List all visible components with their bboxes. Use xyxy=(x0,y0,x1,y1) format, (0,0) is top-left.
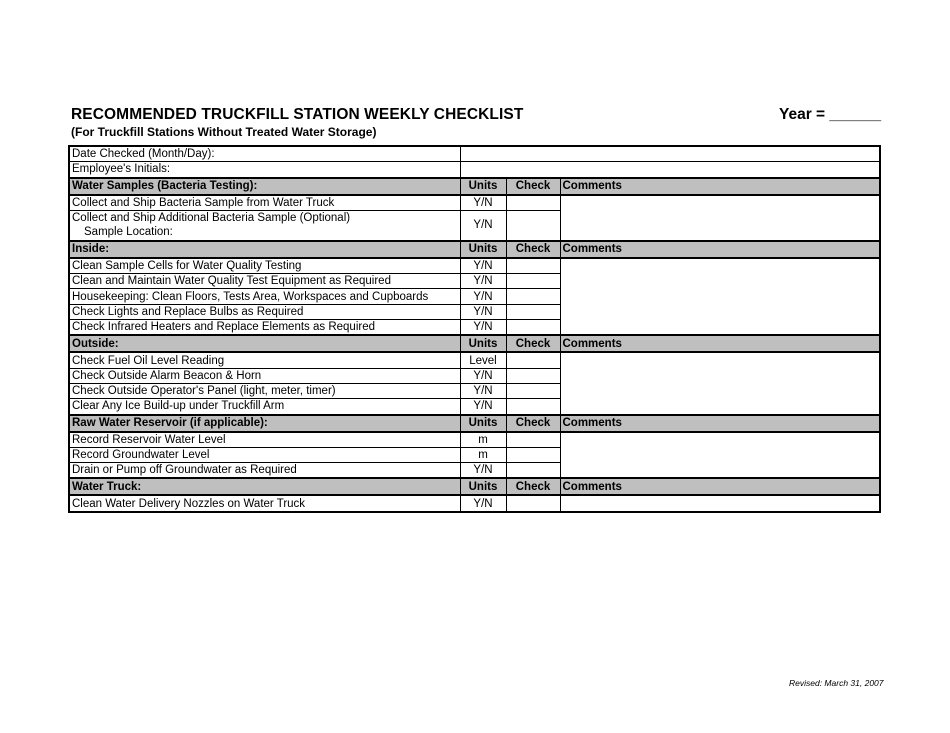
check-cell[interactable] xyxy=(506,463,560,479)
section-title: Water Truck: xyxy=(69,478,460,495)
units-value: Y/N xyxy=(460,399,506,415)
section-header xyxy=(69,478,880,495)
check-cell[interactable] xyxy=(506,432,560,448)
units-value: Y/N xyxy=(460,383,506,398)
comments-cell[interactable] xyxy=(560,432,880,479)
section-header xyxy=(69,241,880,258)
check-cell[interactable] xyxy=(506,352,560,368)
check-header: Check xyxy=(506,178,560,195)
date-checked-label: Date Checked (Month/Day): xyxy=(69,146,460,162)
units-header: Units xyxy=(460,415,506,432)
units-header: Units xyxy=(460,178,506,195)
task-label xyxy=(69,210,460,241)
section-header xyxy=(69,335,880,352)
task-label: Collect and Ship Bacteria Sample from Water Truck xyxy=(69,195,460,211)
revised-date: Revised: March 31, 2007 xyxy=(789,678,884,688)
checklist-row xyxy=(69,258,880,274)
units-value: Y/N xyxy=(460,274,506,289)
units-value: Y/N xyxy=(460,320,506,336)
checklist-row xyxy=(69,495,880,511)
comments-header: Comments xyxy=(560,335,880,352)
units-header: Units xyxy=(460,241,506,258)
task-label: Housekeeping: Clean Floors, Tests Area, Workspaces and Cupboards xyxy=(69,289,460,304)
check-cell[interactable] xyxy=(506,495,560,511)
check-cell[interactable] xyxy=(506,195,560,211)
page-subtitle: (For Truckfill Stations Without Treated Water Storage) xyxy=(71,125,377,139)
task-label: Check Outside Operator's Panel (light, meter, timer) xyxy=(69,383,460,398)
date-checked-row xyxy=(69,146,880,162)
task-label: Record Groundwater Level xyxy=(69,447,460,462)
check-header: Check xyxy=(506,415,560,432)
units-header: Units xyxy=(460,335,506,352)
checklist-row xyxy=(69,195,880,211)
task-label: Check Fuel Oil Level Reading xyxy=(69,352,460,368)
check-cell[interactable] xyxy=(506,399,560,415)
check-cell[interactable] xyxy=(506,289,560,304)
units-value: Y/N xyxy=(460,289,506,304)
employee-initials-field[interactable] xyxy=(460,162,880,178)
task-label: Record Reservoir Water Level xyxy=(69,432,460,448)
task-label: Drain or Pump off Groundwater as Required xyxy=(69,463,460,479)
task-subtext: Sample Location: xyxy=(84,226,173,239)
units-value: Y/N xyxy=(460,495,506,511)
check-cell[interactable] xyxy=(506,383,560,398)
employee-initials-label: Employee's Initials: xyxy=(69,162,460,178)
units-header: Units xyxy=(460,478,506,495)
year-label[interactable]: Year = ______ xyxy=(779,106,882,123)
check-cell[interactable] xyxy=(506,304,560,319)
check-header: Check xyxy=(506,335,560,352)
task-label: Check Lights and Replace Bulbs as Required xyxy=(69,304,460,319)
section-title: Inside: xyxy=(69,241,460,258)
units-value: Y/N xyxy=(460,463,506,479)
units-value: Y/N xyxy=(460,304,506,319)
checklist-table xyxy=(68,145,881,513)
comments-header: Comments xyxy=(560,478,880,495)
units-value: m xyxy=(460,447,506,462)
units-value: Y/N xyxy=(460,210,506,241)
comments-cell[interactable] xyxy=(560,495,880,511)
comments-cell[interactable] xyxy=(560,258,880,335)
task-text: Collect and Ship Additional Bacteria Sample (Optional) xyxy=(72,212,351,225)
check-cell[interactable] xyxy=(506,210,560,241)
units-value: Y/N xyxy=(460,258,506,274)
section-title: Raw Water Reservoir (if applicable): xyxy=(69,415,460,432)
task-label: Check Infrared Heaters and Replace Elements as Required xyxy=(69,320,460,336)
check-cell[interactable] xyxy=(506,258,560,274)
task-label: Check Outside Alarm Beacon & Horn xyxy=(69,368,460,383)
checklist-row xyxy=(69,352,880,368)
section-header xyxy=(69,178,880,195)
checklist-body xyxy=(69,146,880,512)
task-label: Clean and Maintain Water Quality Test Equipment as Required xyxy=(69,274,460,289)
check-cell[interactable] xyxy=(506,320,560,336)
check-cell[interactable] xyxy=(506,447,560,462)
section-title: Outside: xyxy=(69,335,460,352)
section-title: Water Samples (Bacteria Testing): xyxy=(69,178,460,195)
check-header: Check xyxy=(506,241,560,258)
units-value: Y/N xyxy=(460,368,506,383)
employee-initials-row xyxy=(69,162,880,178)
date-checked-field[interactable] xyxy=(460,146,880,162)
page-title: RECOMMENDED TRUCKFILL STATION WEEKLY CHECKLIST xyxy=(71,106,524,123)
task-label: Clear Any Ice Build-up under Truckfill Arm xyxy=(69,399,460,415)
checklist-row xyxy=(69,432,880,448)
check-cell[interactable] xyxy=(506,274,560,289)
comments-cell[interactable] xyxy=(560,352,880,414)
task-label: Clean Water Delivery Nozzles on Water Truck xyxy=(69,495,460,511)
units-value: m xyxy=(460,432,506,448)
comments-header: Comments xyxy=(560,415,880,432)
comments-header: Comments xyxy=(560,178,880,195)
units-value: Level xyxy=(460,352,506,368)
comments-cell[interactable] xyxy=(560,195,880,241)
check-header: Check xyxy=(506,478,560,495)
comments-header: Comments xyxy=(560,241,880,258)
section-header xyxy=(69,415,880,432)
check-cell[interactable] xyxy=(506,368,560,383)
task-label: Clean Sample Cells for Water Quality Testing xyxy=(69,258,460,274)
units-value: Y/N xyxy=(460,195,506,211)
